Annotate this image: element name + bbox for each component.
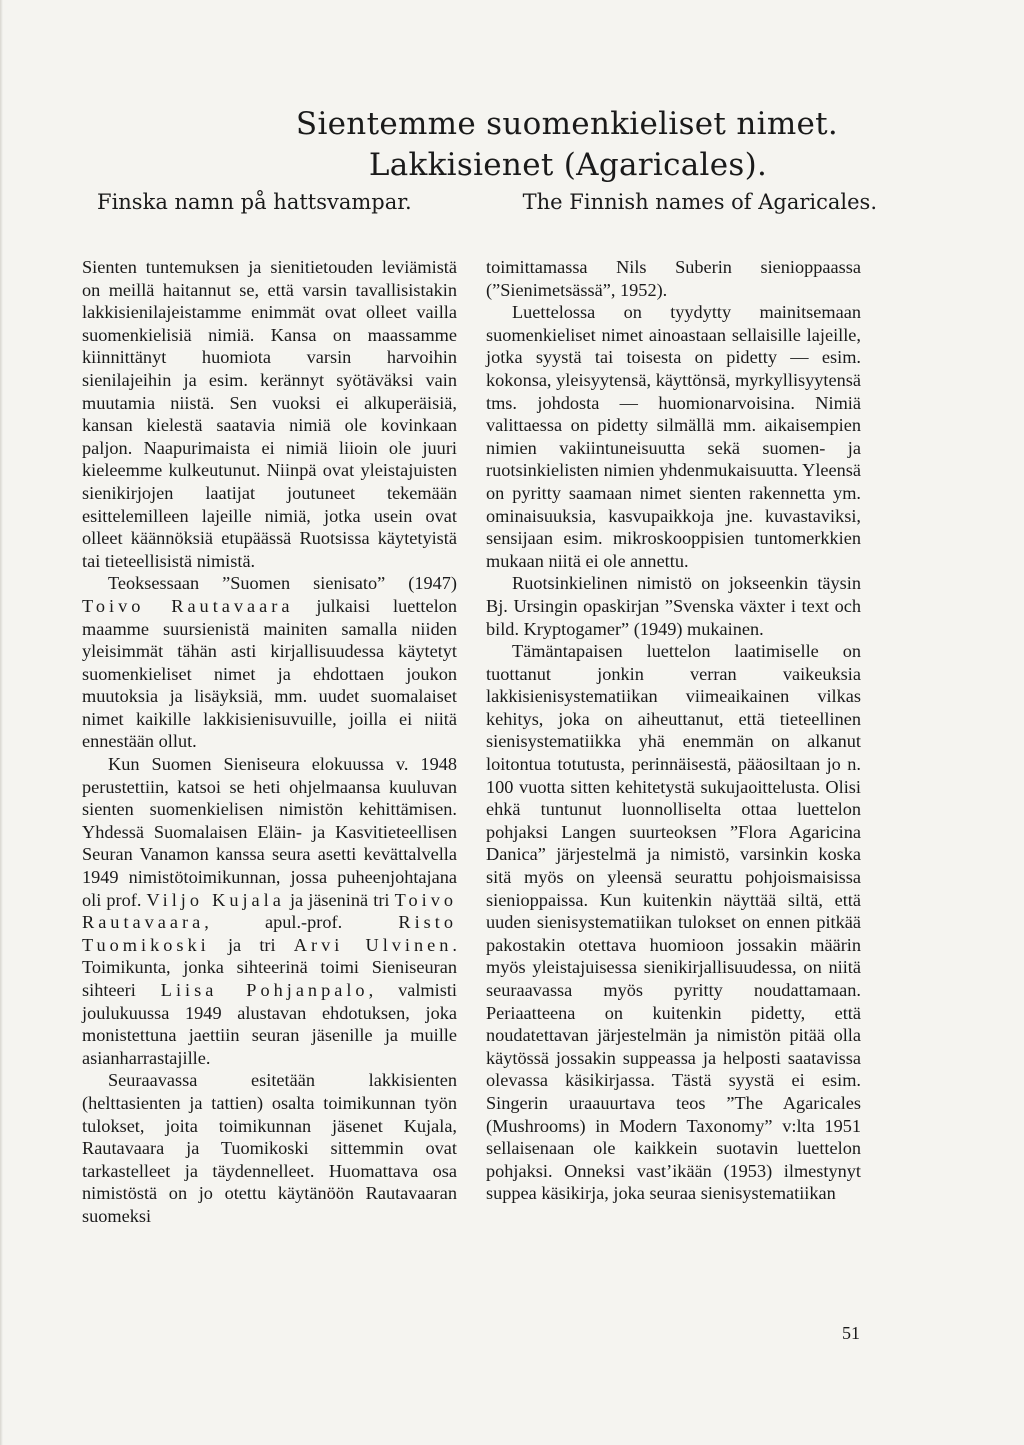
page-title-secondary: Lakkisienet (Agaricales). [368,147,768,183]
person-name: Toivo Rautavaara [82,889,457,933]
person-name: Toivo Rautavaara [82,595,294,616]
paragraph: Ruotsinkielinen nimistö on jokseenkin täysin Bj. Ursingin opaskirjan ”Svenska växter i text och bild. Kryptogamer” (1949) mukainen. [486,573,861,639]
paragraph-text: julkaisi luettelon maamme suursienistä mainiten samalla niiden yleisimmät tähän asti kirjallisuudessa käytetyt suomenkieliset nimet ja ehdottaen joukon muutoksia ja lisäyksiä, mm. uudet suomalaiset nimet kaikille lakkisienisuvuille, joilla ei niitä ennestään ollut. [82,595,457,752]
person-name: Viljo Kujala [146,889,285,910]
paragraph: Tämäntapaisen luettelon laatimiselle on tuottanut jonkin verran vaikeuksia lakkisienisystematiikan viimeaikainen vilkas kehitys, joka on aiheuttanut, että tieteellinen sienisystematiikka yhä enemmän on alkanut loitontua totutusta, perinnäisestä, pääosiltaan jo n. 100 vuotta sitten kehitetystä sukujaoittelusta. Olisi ehkä tuntunut luonnolliselta ottaa luettelon pohjaksi Langen suurteoksen ”Flora Agaricina Danica” järjestelmä ja nimistö, varsinkin koska sitä myös on yleensä seurattu pohjoismaisissa sienioppaissa. Kun kuitenkin näyttää siltä, että uuden sienisystematiikan tulokset on ennen pitkää pakostakin otettava huomioon jossakin määrin myös yleistajuisessa sienikirjallisuudessa, on niitä seuraavassa myös pyritty noudattamaan. Periaatteena on kuitenkin pidetty, että noudatettavan järjestelmän ja nimistön pitää olla käytössä jossakin suppeassa ja helposti saatavissa olevassa käsikirjassa. Tästä syystä ei esim. Singerin uraauurtava teos ”The Agaricales (Mushrooms) in Modern Taxonomy” v:lta 1951 sellaisenaan ole kaikkein suotavin luettelon pohjaksi. Onneksi vast’ikään (1953) ilmestynyt suppea käsikirja, joka seuraa sienisystematiikan [486,641,861,1204]
paragraph-text: Kun Suomen Sieniseura elokuussa v. 1948 perustettiin, katsoi se heti ohjelmaansa kuuluvan sienten suomenkielisen nimistön kehittämisen. Yhdessä Suomalaisen Eläin- ja Kasvitieteellisen Seuran Vanamon kanssa seura asetti kevättalvella 1949 nimistötoimikunnan, jossa puheenjohtajana oli prof. [82,754,457,910]
paragraph-text: ja tri [209,934,294,955]
right-column [486,256,861,1205]
person-name: Liisa Pohjanpalo [160,980,369,1000]
paragraph: Luettelossa on tyydytty mainitsemaan suomenkieliset nimet ainoastaan sellaisille lajeille, jotka syystä tai toisesta on pidetty — esim. kokonsa, yleisyytensä, käyttönsä, myrkyllisyytensä tms. johdosta — huomionarvoisina. Nimiä valittaessa on pidetty silmällä mm. aikaisempien nimien vakiintuneisuutta sekä suomen- ja ruotsinkielisten nimien yhdenmukaisuutta. Yleensä on pyritty saamaan nimet sienten rakennetta ym. ominaisuuksia, kasvupaikkoja jne. kuvastaviksi, sensijaan esim. mikroskooppisien tuntomerkkien mukaan niitä ei ole annettu. [486,302,861,571]
paragraph [82,753,457,1069]
title-block [0,104,1024,186]
paragraph: toimittamassa Nils Suberin sienioppaassa (”Sienimetsässä”, 1952). [486,257,861,300]
page-edge [0,0,3,1445]
paragraph: Sienten tuntemuksen ja sienitietouden leviämistä on meillä haitannut se, että varsin tavallisistakin lakkisienilajeistamme enimmät ovat olleet vailla suomenkielisiä nimiä. Kansa on maassamme kiinnittänyt huomiota varsin harvoihin sienilajeihin ja esim. kerännyt syötäväksi vain muutamia niistä. Sen vuoksi ei alkuperäisiä, kansan kielestä saatavia nimiä ole kovinkaan paljon. Naapurimaista ei nimiä liioin ole juuri kieleemme kulkeutunut. Niinpä ovat yleistajuisten sienikirjojen laatijat joutuneet tekemään esittelemilleen lajeille nimiä, jotka usein ovat olleet käännöksiä etupäässä Ruotsissa käytetyistä tai tieteellisistä nimistä. [82,257,457,571]
paragraph-text: . Toimikunta, jonka sihteerinä toimi Sieniseuran sihteeri [82,934,457,1000]
paragraph-text: Teoksessaan ”Suomen sienisato” (1947) [108,573,457,594]
page-title: Sientemme suomenkieliset nimet. [295,106,839,142]
paragraph: Seuraavassa esitetään lakkisienten (helttasienten ja tattien) osalta toimikunnan työn tulokset, joita toimikunnan jäsenet Kujala, Rautavaara ja Tuomikoski sittemmin ovat tarkastelleet ja täydennelleet. Huomattava osa nimistöstä on jo otettu käytänöön Rautavaaran suomeksi [82,1070,457,1226]
subtitle [97,188,877,216]
subtitle-swedish: Finska namn på hattsvampar. [97,190,412,214]
left-column [82,256,457,1228]
paragraph-text: , valmisti joulukuussa 1949 alustavan ehdotuksen, joka monistettuna jaettiin seuran jäsenille ja muille asianharrastajille. [82,980,457,1068]
page-number: 51 [842,1323,860,1343]
person-name: Arvi Ulvinen [293,934,453,955]
paragraph [82,572,457,753]
subtitle-english: The Finnish names of Agaricales. [522,190,877,214]
paragraph-text: , apul.-prof. [204,912,399,933]
person-name: Risto Tuomikoski [82,912,457,955]
paragraph-text: ja jäseninä tri [284,889,395,910]
